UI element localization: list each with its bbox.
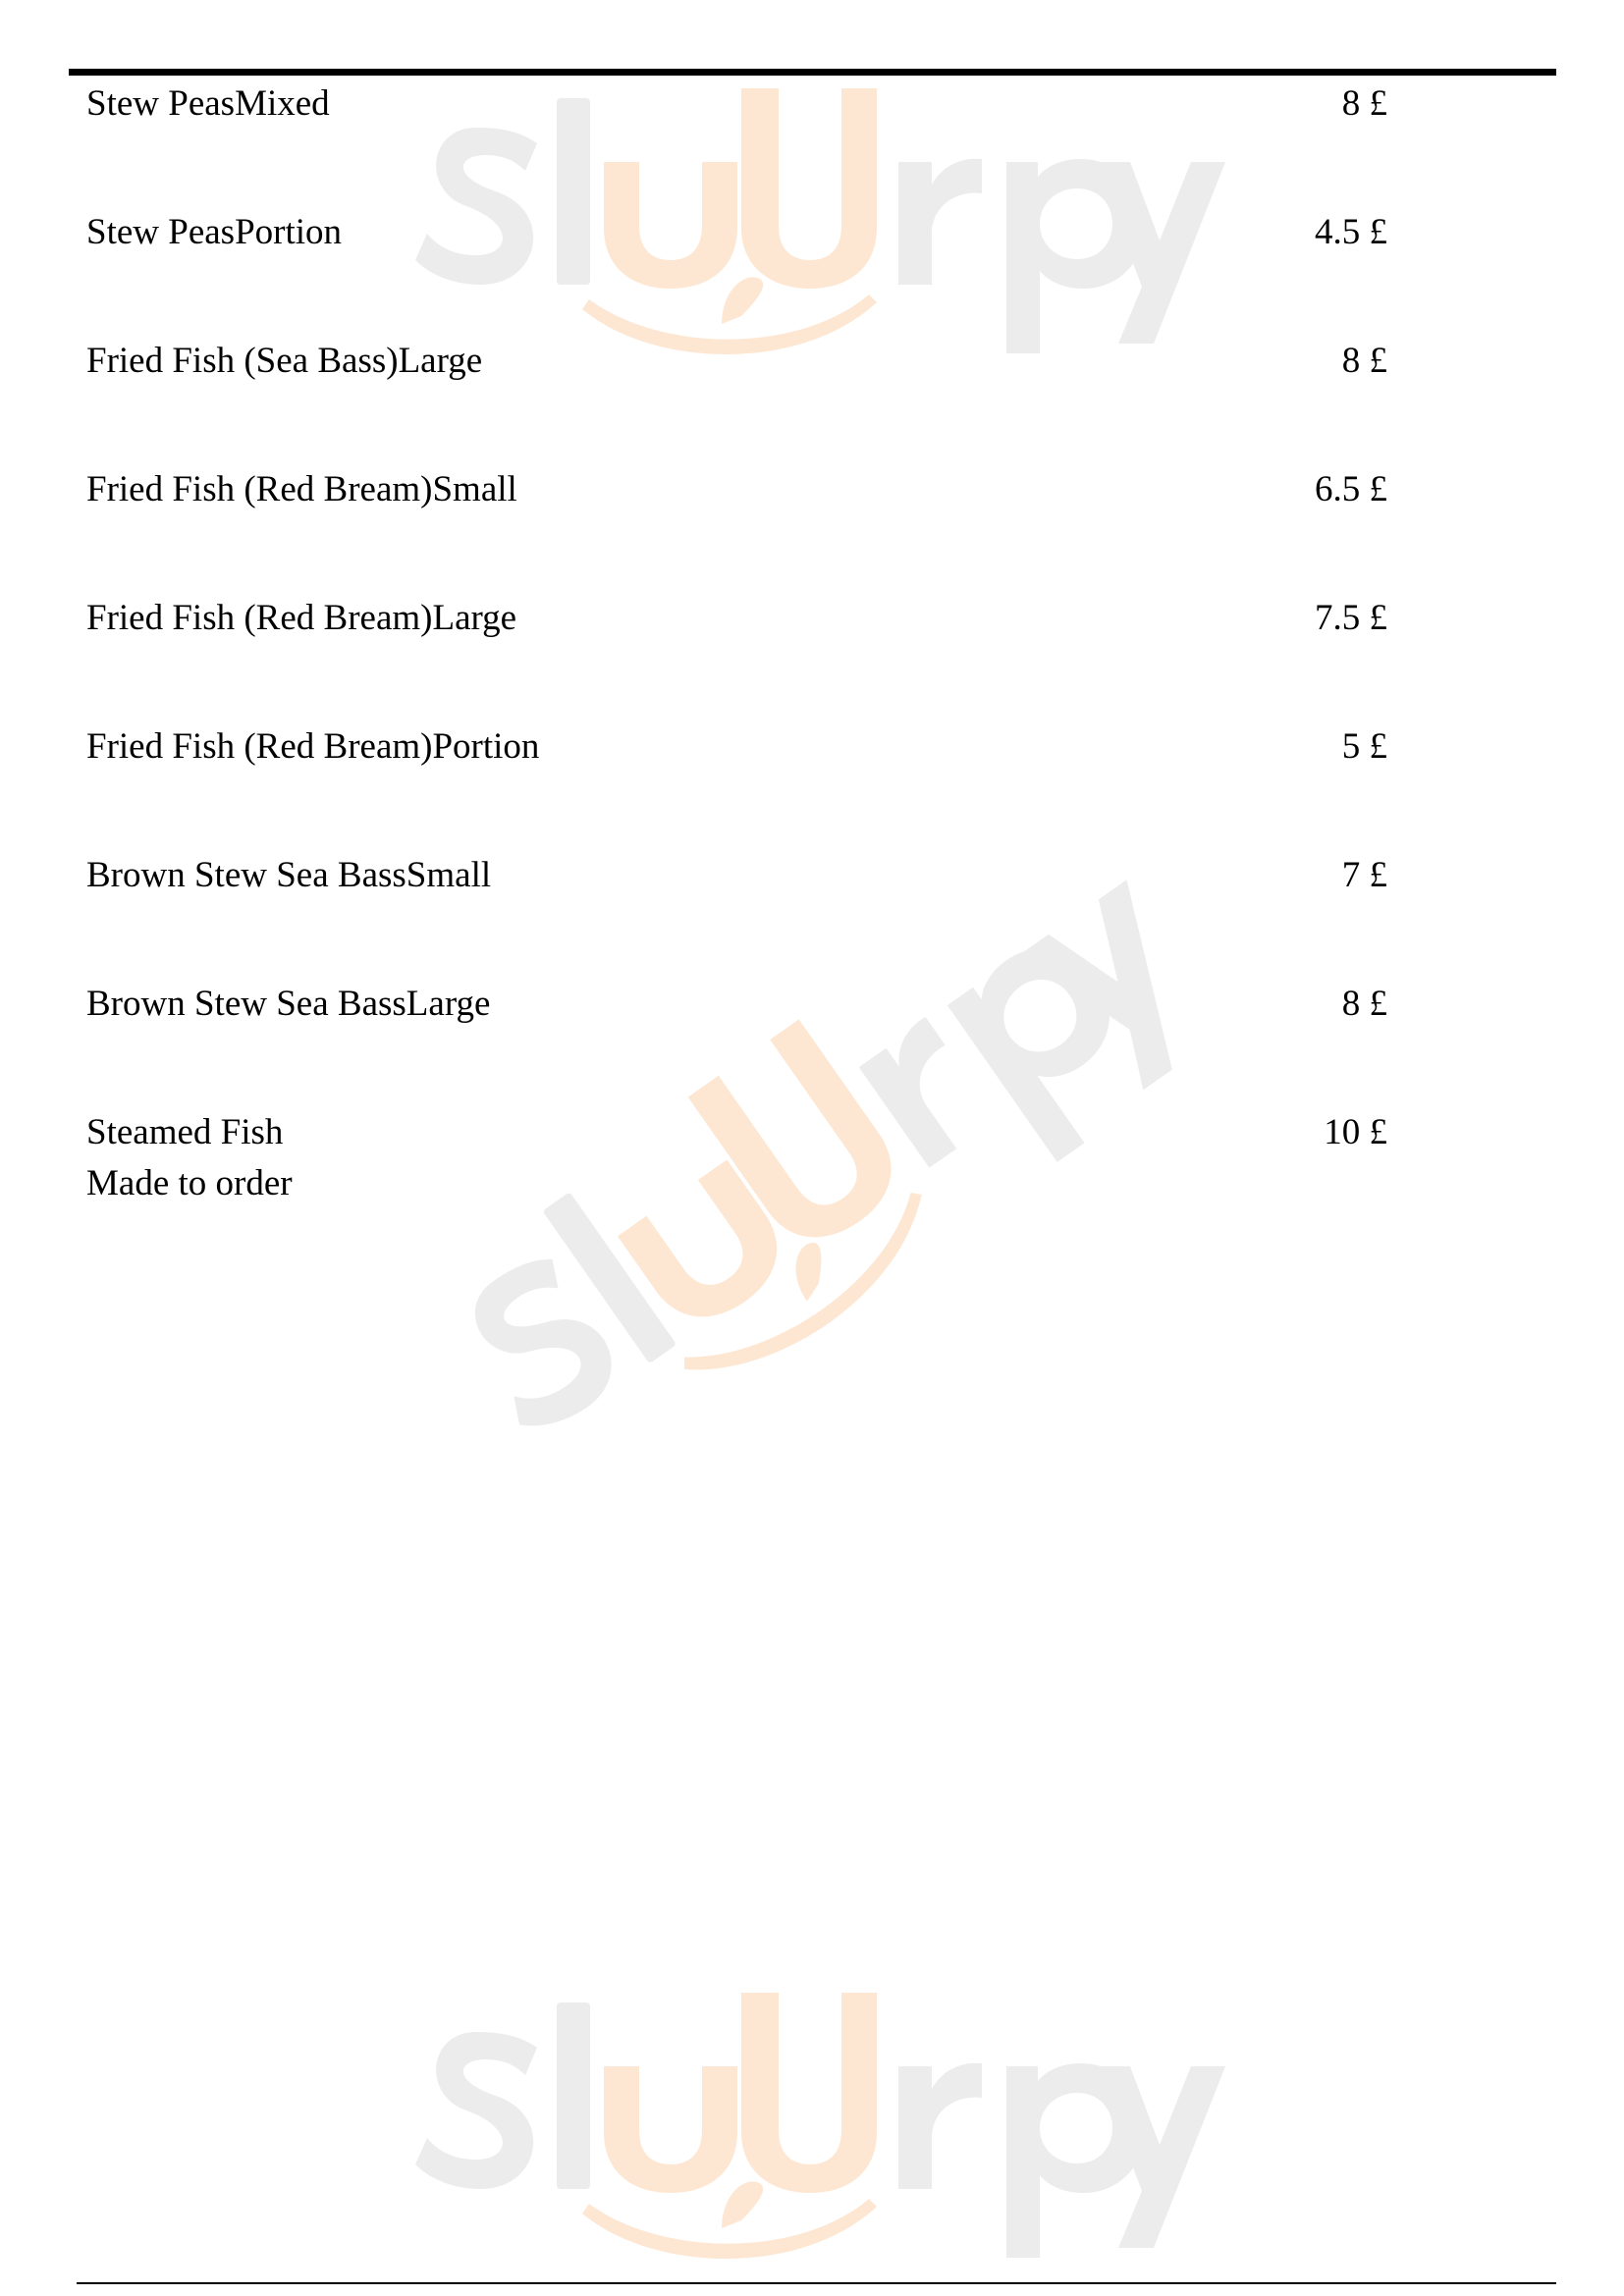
menu-item-price: 8 £ [1341, 984, 1387, 1024]
menu-item-note: Made to order [86, 1163, 293, 1203]
menu-item-price: 7 £ [1341, 855, 1387, 895]
menu-item-price: 5 £ [1341, 726, 1387, 767]
menu-item-price: 7.5 £ [1315, 598, 1387, 638]
menu-item-name: Stew PeasMixed [86, 83, 330, 124]
menu-item-name: Fried Fish (Sea Bass)Large [86, 341, 483, 381]
menu-item-name: Fried Fish (Red Bream)Portion [86, 726, 540, 767]
menu-item-name: Fried Fish (Red Bream)Small [86, 469, 517, 509]
watermark-logo-middle [447, 805, 1193, 1492]
menu-item-name: Stew PeasPortion [86, 212, 343, 252]
menu-item-name: Fried Fish (Red Bream)Large [86, 598, 517, 638]
menu-item-price: 8 £ [1341, 83, 1387, 124]
menu-item-price: 4.5 £ [1315, 212, 1387, 252]
menu-item-name: Steamed Fish [86, 1112, 284, 1152]
top-rule [69, 69, 1556, 76]
menu-item-price: 6.5 £ [1315, 469, 1387, 509]
watermark-logo-bottom [407, 1963, 1232, 2268]
menu-item-name: Brown Stew Sea BassLarge [86, 984, 491, 1024]
menu-item-price: 8 £ [1341, 341, 1387, 381]
watermark-logo-top [407, 59, 1232, 363]
menu-item-price: 10 £ [1324, 1112, 1387, 1152]
bottom-rule [77, 2282, 1556, 2284]
menu-item-name: Brown Stew Sea BassSmall [86, 855, 492, 895]
